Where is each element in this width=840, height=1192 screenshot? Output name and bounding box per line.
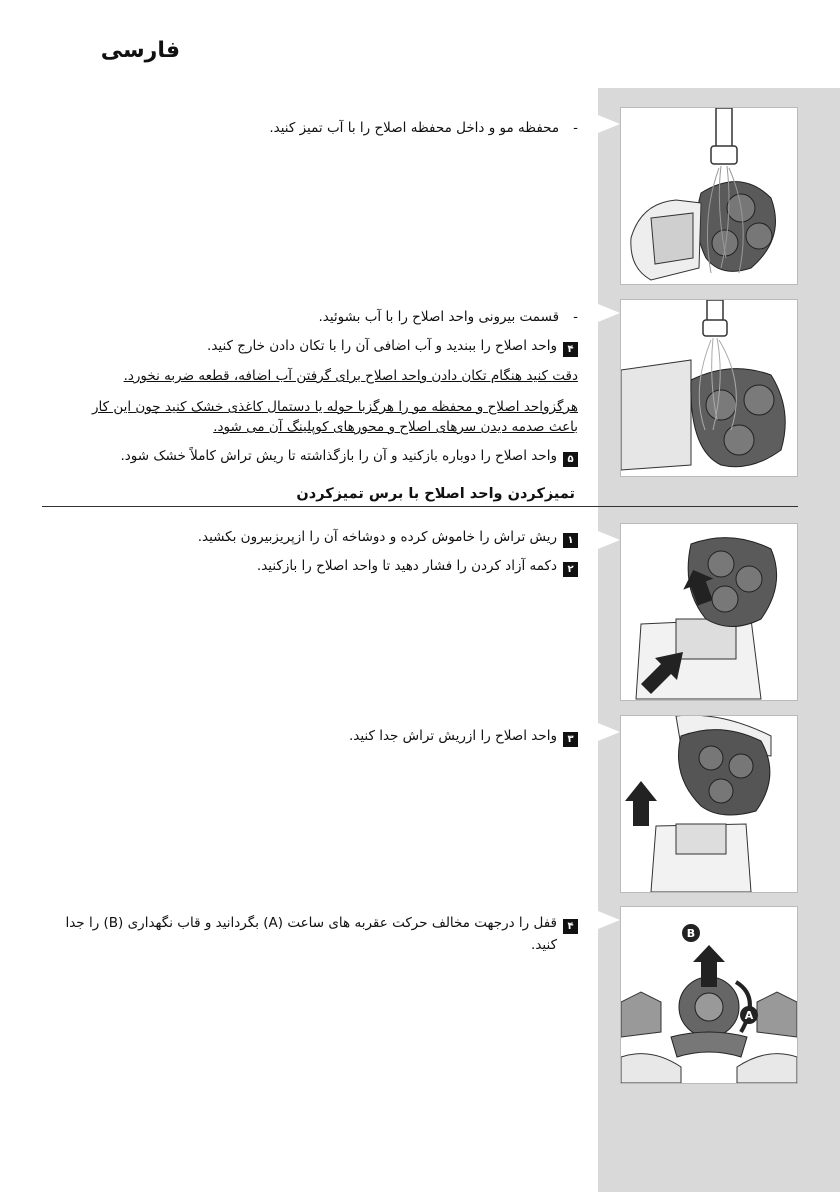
- label-b: B: [686, 927, 696, 940]
- section-divider: [42, 506, 798, 507]
- step-3-remove-unit: [250, 726, 578, 747]
- step-5-dry: [60, 446, 578, 467]
- callout-pointer: [598, 304, 620, 322]
- instruction-rinse-hair-chamber: [150, 118, 578, 138]
- illustration-release-button: [620, 523, 798, 701]
- instruction-text: دکمه آزاد کردن را فشار دهید تا واحد اصلاح را بازکنید.: [256, 558, 557, 574]
- caution-text: هرگزواحد اصلاح و محفظه مو را هرگزبا حوله یا دستمال کاغذی خشک کنید چون این کار: [91, 399, 578, 415]
- instruction-text: واحد اصلاح را ببندید و آب اضافی آن را با تکان دادن خارج کنید.: [207, 338, 557, 354]
- section-heading: تمیزکردن واحد اصلاح با برس تمیزکردن: [296, 486, 575, 502]
- step-1-unplug: [120, 527, 578, 548]
- illustration-remove-unit: [620, 715, 798, 893]
- step-2-release-button: [150, 556, 578, 577]
- illustration-unlock-frame: [620, 906, 798, 1084]
- instruction-text: واحد اصلاح را ازریش تراش جدا کنید.: [348, 728, 557, 744]
- step-number-badge: ۳: [563, 732, 578, 747]
- page-title: فارسی: [100, 38, 180, 63]
- caution-text: دقت کنید هنگام تکان دادن واحد اصلاح برای گرفتن آب اضافه، قطعه ضربه نخورد.: [123, 368, 578, 384]
- step-4-unlock-frame: [30, 913, 578, 934]
- instruction-text: ریش تراش را خاموش کرده و دوشاخه آن را ازپریزبیرون بکشید.: [197, 529, 557, 545]
- instruction-text: واحد اصلاح را دوباره بازکنید و آن را بازگذاشته تا ریش تراش کاملاً خشک شود.: [120, 448, 557, 464]
- instruction-rinse-outside: [150, 307, 578, 327]
- illustration-rinse-chamber: [620, 107, 798, 285]
- label-a: A: [744, 1009, 754, 1022]
- callout-pointer: [598, 531, 620, 549]
- step-number-badge: ۵: [563, 452, 578, 467]
- sidebar-band-top: [598, 88, 840, 95]
- instruction-text-continued: کنید.: [531, 937, 557, 953]
- illustration-rinse-outside: [620, 299, 798, 477]
- step-number-badge: ۲: [563, 562, 578, 577]
- bullet-dash: -: [573, 120, 578, 136]
- instruction-text: قفل را درجهت مخالف حرکت عقربه های ساعت (A) بگردانید و قاب نگهداری (B) را جدا: [65, 915, 557, 931]
- callout-pointer: [598, 911, 620, 929]
- instruction-text: محفظه مو و داخل محفظه اصلاح را با آب تمیز کنید.: [269, 120, 560, 136]
- callout-pointer: [598, 723, 620, 741]
- step-number-badge: ۱: [563, 533, 578, 548]
- step-number-badge: ۴: [563, 919, 578, 934]
- bullet-dash: -: [573, 309, 578, 325]
- callout-pointer: [598, 115, 620, 133]
- caution-text: باعث صدمه دیدن سرهای اصلاح و محورهای کوپلینگ آن می شود.: [213, 419, 578, 435]
- step-4-close-shake: [100, 336, 578, 357]
- instruction-text: قسمت بیرونی واحد اصلاح را با آب بشوئید.: [318, 309, 560, 325]
- step-number-badge: ۴: [563, 342, 578, 357]
